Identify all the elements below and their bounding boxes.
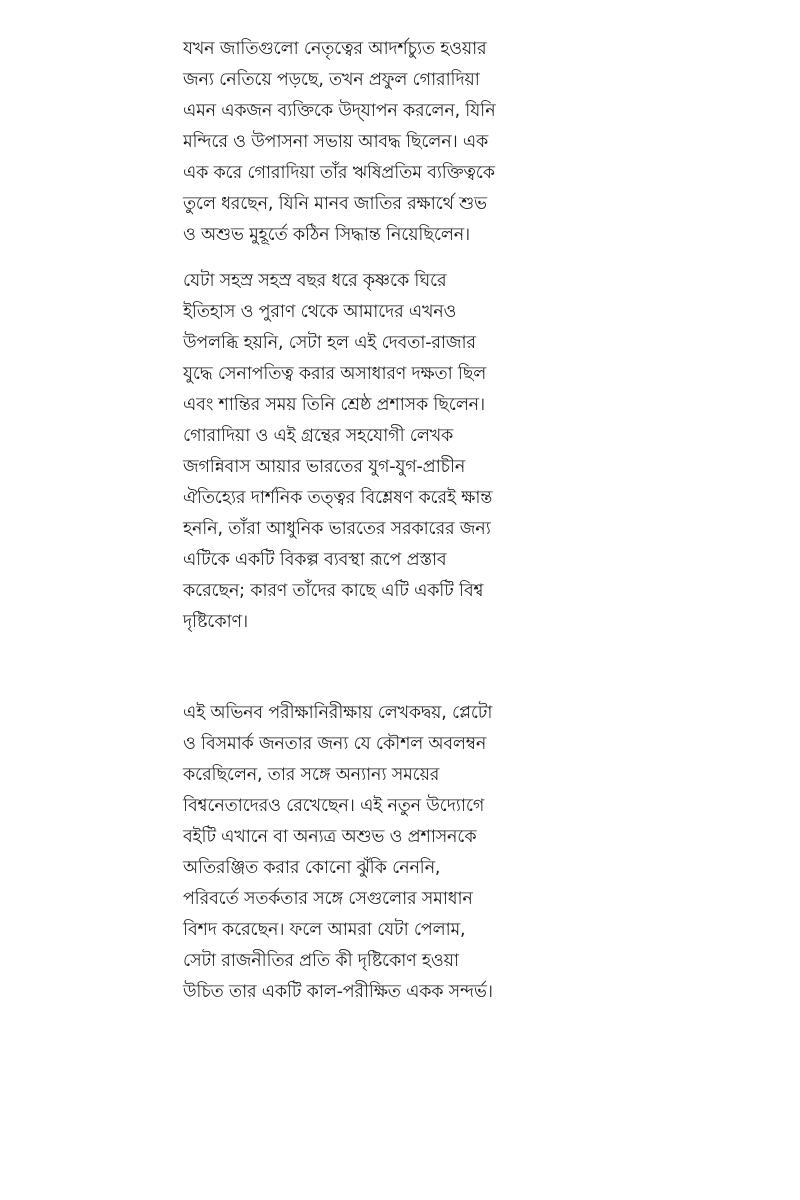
text-line: উপলব্ধি হয়নি, সেটা হল এই দেবতা-রাজার — [183, 333, 476, 353]
text-line: জগন্নিবাস আয়ার ভারতের যুগ-যুগ-প্রাচীন — [183, 457, 466, 477]
text-line: উচিত তার একটি কাল-পরীক্ষিত একক সন্দর্ভ। — [183, 982, 493, 1002]
text-line: সেটা রাজনীতির প্রতি কী দৃষ্টিকোণ হওয়া — [183, 951, 459, 971]
text-line: জন্য নেতিয়ে পড়ছে, তখন প্রফুল গোরাদিয়া — [183, 70, 480, 90]
text-line: তুলে ধরছেন, যিনি মানব জাতির রক্ষার্থে শুভ — [183, 194, 487, 214]
text-line: এবং শান্তির সময় তিনি শ্রেষ্ঠ প্রশাসক ছিলেন। — [183, 395, 485, 415]
text-line: ও বিসমার্ক জনতার জন্য যে কৌশল অবলম্বন — [183, 734, 487, 754]
text-line: যেটা সহস্র সহস্র বছর ধরে কৃষ্ণকে ঘিরে — [183, 271, 447, 291]
text-line: বইটি এখানে বা অন্যত্র অশুভ ও প্রশাসনকে — [183, 827, 477, 847]
text-line: পরিবর্তে সতর্কতার সঙ্গে সেগুলোর সমাধান — [183, 889, 473, 909]
text-line: এই অভিনব পরীক্ষানিরীক্ষায় লেখকদ্বয়, প্লেটো — [183, 703, 493, 723]
text-line: এমন একজন ব্যক্তিকে উদ্‌যাপন করলেন, যিনি — [183, 101, 496, 121]
text-line: যুদ্ধে সেনাপতিত্ব করার অসাধারণ দক্ষতা ছিল — [183, 364, 487, 384]
text-line: যখন জাতিগুলো নেতৃত্বের আদর্শচ্যুত হওয়ার — [183, 39, 487, 59]
text-line: করেছেন; কারণ তাঁদের কাছে এটি একটি বিশ্ব — [183, 581, 484, 601]
text-line: অতিরঞ্জিত করার কোনো ঝুঁকি নেননি, — [183, 858, 441, 878]
text-line: করেছিলেন, তার সঙ্গে অন্যান্য সময়ের — [183, 765, 440, 785]
text-line: এটিকে একটি বিকল্প ব্যবস্থা রূপে প্রস্তাব — [183, 550, 447, 570]
text-line: বিশদ করেছেন। ফলে আমরা যেটা পেলাম, — [183, 920, 466, 940]
text-line: এক করে গোরাদিয়া তাঁর ঋষিপ্রতিম ব্যক্তিত্বকে — [183, 163, 495, 183]
text-line: মন্দিরে ও উপাসনা সভায় আবদ্ধ ছিলেন। এক — [183, 132, 489, 152]
text-line: বিশ্বনেতাদেরও রেখেছেন। এই নতুন উদ্যোগে — [183, 796, 485, 816]
text-line: গোরাদিয়া ও এই গ্রন্থের সহযোগী লেখক — [183, 426, 454, 446]
text-line: ঐতিহ্যের দার্শনিক তত্ত্বর বিশ্লেষণ করেই ক্ষান্ত — [183, 488, 493, 508]
paragraph-3 — [183, 698, 553, 1008]
text-line: দৃষ্টিকোণ। — [183, 612, 248, 632]
paragraph-1 — [183, 34, 553, 251]
text-line: ইতিহাস ও পুরাণ থেকে আমাদের এখনও — [183, 302, 457, 322]
paragraph-2 — [183, 266, 553, 638]
text-line: ও অশুভ মুহূর্তে কঠিন সিদ্ধান্ত নিয়েছিলেন। — [183, 225, 470, 245]
text-line: হননি, তাঁরা আধুনিক ভারতের সরকারের জন্য — [183, 519, 491, 539]
